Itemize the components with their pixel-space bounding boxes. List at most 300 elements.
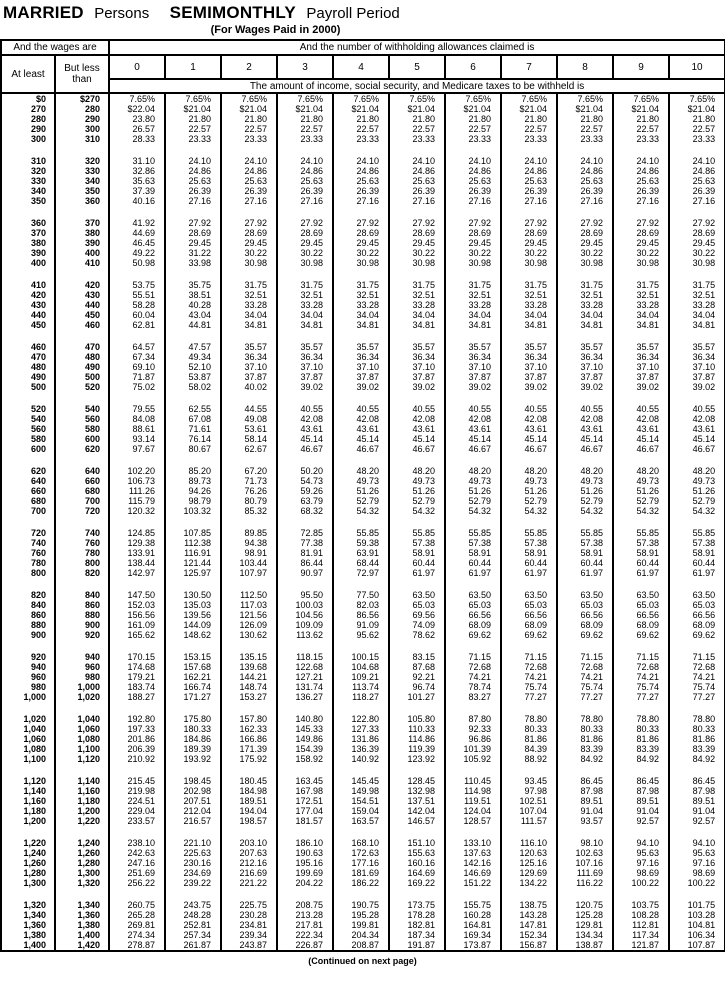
tax-amount: 66.56 [501,610,557,620]
wage-but-less-than: 1,180 [55,796,109,806]
wage-but-less-than: 740 [55,528,109,538]
tax-amount: 36.34 [333,352,389,362]
spacer-cell [221,826,277,838]
wage-at-least: 1,120 [1,776,55,786]
tax-amount: 131.86 [333,734,389,744]
spacer-cell [109,392,165,404]
spacer-cell [55,516,109,528]
tax-amount: 224.51 [109,796,165,806]
tax-amount: 55.85 [613,528,669,538]
wage-at-least: 1,100 [1,754,55,764]
tax-amount: 55.85 [557,528,613,538]
tax-amount: 145.45 [333,776,389,786]
spacer-cell [333,454,389,466]
spacer-cell [669,640,725,652]
tax-amount: 136.39 [333,744,389,754]
group-spacer-row [1,702,725,714]
tax-amount: 115.79 [109,496,165,506]
tax-amount: 35.57 [389,342,445,352]
tax-amount: 32.51 [669,290,725,300]
tax-amount: 74.21 [445,672,501,682]
wage-at-least: 460 [1,342,55,352]
wage-at-least: 1,380 [1,930,55,940]
tax-amount: 208.87 [333,940,389,951]
tax-amount: 36.34 [389,352,445,362]
tax-amount: 34.04 [277,310,333,320]
tax-amount: 80.79 [221,496,277,506]
tax-amount: 22.57 [277,124,333,134]
wage-but-less-than: 400 [55,248,109,258]
tax-amount: 36.34 [221,352,277,362]
header-allowances-claimed: And the number of withholding allowances claimed is [109,40,725,55]
tax-amount: 59.38 [333,538,389,548]
wage-at-least: 450 [1,320,55,330]
wage-at-least: 600 [1,444,55,454]
tax-amount: 112.38 [165,538,221,548]
tax-amount: 82.03 [333,600,389,610]
wage-at-least: 1,140 [1,786,55,796]
tax-amount: 225.63 [165,848,221,858]
spacer-cell [277,330,333,342]
tax-amount: 68.09 [669,620,725,630]
spacer-cell [221,640,277,652]
wage-at-least: 350 [1,196,55,206]
tax-amount: 109.21 [333,672,389,682]
wage-but-less-than: 700 [55,496,109,506]
tax-amount: 86.56 [333,610,389,620]
wage-at-least: 300 [1,134,55,144]
table-row [1,434,725,444]
table-row [1,858,725,868]
tax-amount: 106.73 [109,476,165,486]
wage-at-least: 660 [1,486,55,496]
spacer-cell [501,640,557,652]
tax-amount: 89.51 [613,796,669,806]
table-row [1,444,725,454]
spacer-cell [613,330,669,342]
tax-amount: 27.92 [221,218,277,228]
tax-amount: 24.86 [557,166,613,176]
tax-amount: 175.92 [221,754,277,764]
tax-amount: 93.14 [109,434,165,444]
tax-amount: 30.22 [613,248,669,258]
tax-amount: 25.63 [221,176,277,186]
tax-amount: 23.33 [501,134,557,144]
table-row [1,186,725,196]
tax-amount: $21.04 [613,104,669,114]
tax-amount: 22.57 [221,124,277,134]
wage-at-least: 900 [1,630,55,640]
tax-amount: 87.98 [669,786,725,796]
tax-amount: 46.67 [501,444,557,454]
spacer-cell [277,454,333,466]
tax-amount: 102.20 [109,466,165,476]
tax-amount: 36.34 [501,352,557,362]
tax-amount: 60.44 [557,558,613,568]
tax-amount: 39.02 [669,382,725,392]
tax-amount: 71.15 [501,652,557,662]
tax-amount: 129.69 [501,868,557,878]
tax-amount: 37.39 [109,186,165,196]
tax-amount: 72.68 [669,662,725,672]
tax-amount: 7.65% [221,93,277,104]
page-subtitle: (For Wages Paid in 2000) [210,24,341,36]
tax-amount: 94.10 [613,838,669,848]
tax-amount: 66.56 [445,610,501,620]
tax-amount: 186.10 [277,838,333,848]
tax-amount: 22.57 [445,124,501,134]
tax-amount: 78.80 [669,714,725,724]
wage-but-less-than: 420 [55,280,109,290]
tax-amount: 45.14 [333,434,389,444]
tax-amount: 148.74 [221,682,277,692]
wage-but-less-than: 1,380 [55,920,109,930]
wage-but-less-than: 1,080 [55,734,109,744]
tax-amount: 30.22 [277,248,333,258]
spacer-cell [389,392,445,404]
tax-amount: 212.04 [165,806,221,816]
table-row [1,104,725,114]
tax-amount: 66.56 [669,610,725,620]
tax-amount: 62.67 [221,444,277,454]
tax-amount: 21.80 [445,114,501,124]
tax-amount: 27.16 [669,196,725,206]
tax-amount: 107.97 [221,568,277,578]
tax-amount: 29.45 [333,238,389,248]
tax-amount: 24.86 [501,166,557,176]
tax-amount: 60.44 [669,558,725,568]
spacer-cell [165,392,221,404]
tax-amount: 252.81 [165,920,221,930]
tax-amount: 137.63 [445,848,501,858]
tax-amount: 53.75 [109,280,165,290]
tax-amount: 95.63 [613,848,669,858]
tax-amount: 7.65% [501,93,557,104]
group-spacer-row [1,516,725,528]
tax-amount: 72.68 [501,662,557,672]
tax-amount: 42.08 [277,414,333,424]
wage-but-less-than: 490 [55,362,109,372]
spacer-cell [501,268,557,280]
tax-amount: 127.33 [333,724,389,734]
tax-amount: 142.97 [109,568,165,578]
tax-amount: 162.21 [165,672,221,682]
table-row [1,114,725,124]
tax-amount: 27.16 [165,196,221,206]
tax-amount: 48.20 [557,466,613,476]
tax-amount: 31.75 [277,280,333,290]
tax-amount: 51.26 [613,486,669,496]
wage-at-least: 310 [1,156,55,166]
wage-but-less-than: 1,420 [55,940,109,951]
wage-at-least: 480 [1,362,55,372]
tax-amount: 74.21 [501,672,557,682]
tax-amount: 27.92 [389,218,445,228]
tax-amount: 26.39 [333,186,389,196]
wage-but-less-than: 1,000 [55,682,109,692]
tax-amount: 27.92 [445,218,501,228]
tax-amount: 116.10 [501,838,557,848]
wage-but-less-than: 300 [55,124,109,134]
table-row [1,692,725,702]
spacer-cell [501,826,557,838]
spacer-cell [1,330,55,342]
tax-amount: $21.04 [669,104,725,114]
tax-amount: 69.62 [445,630,501,640]
spacer-cell [613,702,669,714]
wage-but-less-than: 520 [55,382,109,392]
tax-amount: 37.87 [557,372,613,382]
tax-amount: 26.57 [109,124,165,134]
tax-amount: 37.87 [389,372,445,382]
tax-amount: 72.97 [333,568,389,578]
tax-amount: 35.75 [165,280,221,290]
spacer-cell [389,516,445,528]
tax-amount: 46.67 [557,444,613,454]
tax-amount: 28.69 [277,228,333,238]
tax-amount: 43.61 [389,424,445,434]
tax-amount: 23.33 [277,134,333,144]
tax-amount: 71.15 [613,652,669,662]
tax-amount: 98.79 [165,496,221,506]
tax-amount: 7.65% [557,93,613,104]
tax-amount: 33.28 [445,300,501,310]
tax-amount: 68.32 [277,506,333,516]
tax-amount: 189.51 [221,796,277,806]
tax-amount: 110.33 [389,724,445,734]
tax-amount: 216.69 [221,868,277,878]
spacer-cell [55,144,109,156]
wage-but-less-than: 860 [55,600,109,610]
table-row [1,776,725,786]
table-row [1,476,725,486]
tax-amount: 48.20 [501,466,557,476]
wage-at-least: 540 [1,414,55,424]
tax-amount: 157.68 [165,662,221,672]
tax-amount: 69.56 [389,610,445,620]
tax-amount: 251.69 [109,868,165,878]
spacer-cell [669,206,725,218]
tax-amount: 85.32 [221,506,277,516]
tax-amount: 52.79 [669,496,725,506]
allowance-col-6: 6 [445,55,501,79]
table-row [1,538,725,548]
tax-amount: $21.04 [333,104,389,114]
wage-at-least: 1,360 [1,920,55,930]
spacer-cell [613,888,669,900]
wage-at-least: 1,160 [1,796,55,806]
tax-amount: 24.10 [669,156,725,166]
spacer-cell [445,392,501,404]
tax-amount: 94.38 [221,538,277,548]
wage-at-least: 470 [1,352,55,362]
tax-amount: 24.86 [333,166,389,176]
tax-amount: 21.80 [277,114,333,124]
spacer-cell [445,578,501,590]
table-row [1,548,725,558]
spacer-cell [557,144,613,156]
tax-amount: 32.51 [333,290,389,300]
tax-amount: 39.02 [557,382,613,392]
tax-amount: 27.16 [277,196,333,206]
tax-amount: 39.02 [389,382,445,392]
tax-amount: 163.45 [277,776,333,786]
tax-amount: 206.39 [109,744,165,754]
spacer-cell [165,330,221,342]
spacer-cell [333,330,389,342]
tax-amount: 40.55 [277,404,333,414]
tax-amount: 135.15 [221,652,277,662]
tax-amount: 71.73 [221,476,277,486]
tax-amount: 28.69 [221,228,277,238]
tax-amount: 58.91 [669,548,725,558]
tax-amount: 91.04 [557,806,613,816]
tax-amount: 49.22 [109,248,165,258]
table-row [1,868,725,878]
tax-amount: 21.80 [613,114,669,124]
spacer-cell [557,578,613,590]
tax-amount: 37.10 [557,362,613,372]
tax-amount: 33.28 [613,300,669,310]
tax-amount: 27.16 [221,196,277,206]
tax-amount: 34.81 [613,320,669,330]
tax-amount: 34.81 [389,320,445,330]
tax-amount: 30.22 [445,248,501,258]
tax-amount: 151.10 [389,838,445,848]
tax-amount: 71.61 [165,424,221,434]
tax-amount: 49.73 [445,476,501,486]
tax-amount: 54.32 [501,506,557,516]
tax-amount: 30.98 [277,258,333,268]
wage-but-less-than: 900 [55,620,109,630]
tax-amount: 40.16 [109,196,165,206]
tax-amount: 68.44 [333,558,389,568]
spacer-cell [669,144,725,156]
table-row [1,424,725,434]
tax-amount: 100.22 [669,878,725,888]
tax-amount: 26.39 [165,186,221,196]
table-row [1,600,725,610]
tax-amount: 104.68 [333,662,389,672]
tax-amount: 102.51 [501,796,557,806]
table-row [1,156,725,166]
tax-amount: 27.16 [389,196,445,206]
tax-amount: 27.92 [669,218,725,228]
tax-amount: 27.92 [277,218,333,228]
table-row [1,744,725,754]
tax-amount: 184.98 [221,786,277,796]
tax-amount: 75.02 [109,382,165,392]
spacer-cell [109,702,165,714]
tax-amount: 221.10 [165,838,221,848]
tax-amount: 234.69 [165,868,221,878]
allowance-col-3: 3 [277,55,333,79]
tax-amount: 40.55 [613,404,669,414]
table-row [1,920,725,930]
tax-amount: 37.10 [613,362,669,372]
tax-amount: 52.10 [165,362,221,372]
tax-amount: 27.92 [557,218,613,228]
wage-but-less-than: 1,320 [55,878,109,888]
table-row [1,486,725,496]
tax-amount: 156.56 [109,610,165,620]
tax-amount: 43.61 [333,424,389,434]
allowance-col-0: 0 [109,55,165,79]
tax-amount: 233.57 [109,816,165,826]
wage-at-least: 580 [1,434,55,444]
tax-amount: 22.57 [165,124,221,134]
tax-amount: 147.81 [501,920,557,930]
tax-amount: 39.02 [277,382,333,392]
tax-amount: 42.08 [445,414,501,424]
tax-amount: 61.97 [613,568,669,578]
tax-amount: 92.33 [445,724,501,734]
tax-amount: 58.91 [389,548,445,558]
tax-amount: 102.63 [557,848,613,858]
tax-amount: 25.63 [165,176,221,186]
tax-amount: 138.44 [109,558,165,568]
tax-amount: 148.62 [165,630,221,640]
tax-amount: 155.75 [445,900,501,910]
tax-amount: 27.92 [333,218,389,228]
tax-amount: 147.50 [109,590,165,600]
tax-amount: 204.34 [333,930,389,940]
tax-amount: 116.91 [165,548,221,558]
tax-amount: 28.69 [445,228,501,238]
tax-amount: 105.80 [389,714,445,724]
tax-amount: 76.14 [165,434,221,444]
tax-amount: 40.28 [165,300,221,310]
tax-amount: 32.51 [221,290,277,300]
tax-amount: 159.04 [333,806,389,816]
spacer-cell [1,578,55,590]
title-payroll-period: Payroll Period [306,5,400,22]
group-spacer-row [1,640,725,652]
table-row [1,662,725,672]
spacer-cell [445,888,501,900]
wage-but-less-than: 1,160 [55,786,109,796]
tax-amount: 7.65% [445,93,501,104]
spacer-cell [613,268,669,280]
tax-amount: 130.62 [221,630,277,640]
tax-amount: 52.79 [389,496,445,506]
tax-amount: 40.55 [333,404,389,414]
tax-amount: 91.04 [613,806,669,816]
tax-amount: 44.55 [221,404,277,414]
spacer-cell [557,392,613,404]
spacer-cell [1,144,55,156]
spacer-cell [109,888,165,900]
spacer-cell [333,640,389,652]
spacer-cell [669,764,725,776]
tax-amount: 125.28 [557,910,613,920]
tax-amount: 35.57 [501,342,557,352]
tax-amount: 33.28 [557,300,613,310]
spacer-cell [557,826,613,838]
tax-amount: 55.85 [333,528,389,538]
tax-amount: $21.04 [221,104,277,114]
spacer-cell [389,640,445,652]
tax-amount: 171.39 [221,744,277,754]
tax-amount: 48.20 [445,466,501,476]
tax-amount: 46.67 [389,444,445,454]
tax-amount: 43.61 [445,424,501,434]
spacer-cell [557,454,613,466]
tax-amount: 83.39 [669,744,725,754]
wage-at-least: 1,300 [1,878,55,888]
spacer-cell [109,578,165,590]
table-row [1,610,725,620]
